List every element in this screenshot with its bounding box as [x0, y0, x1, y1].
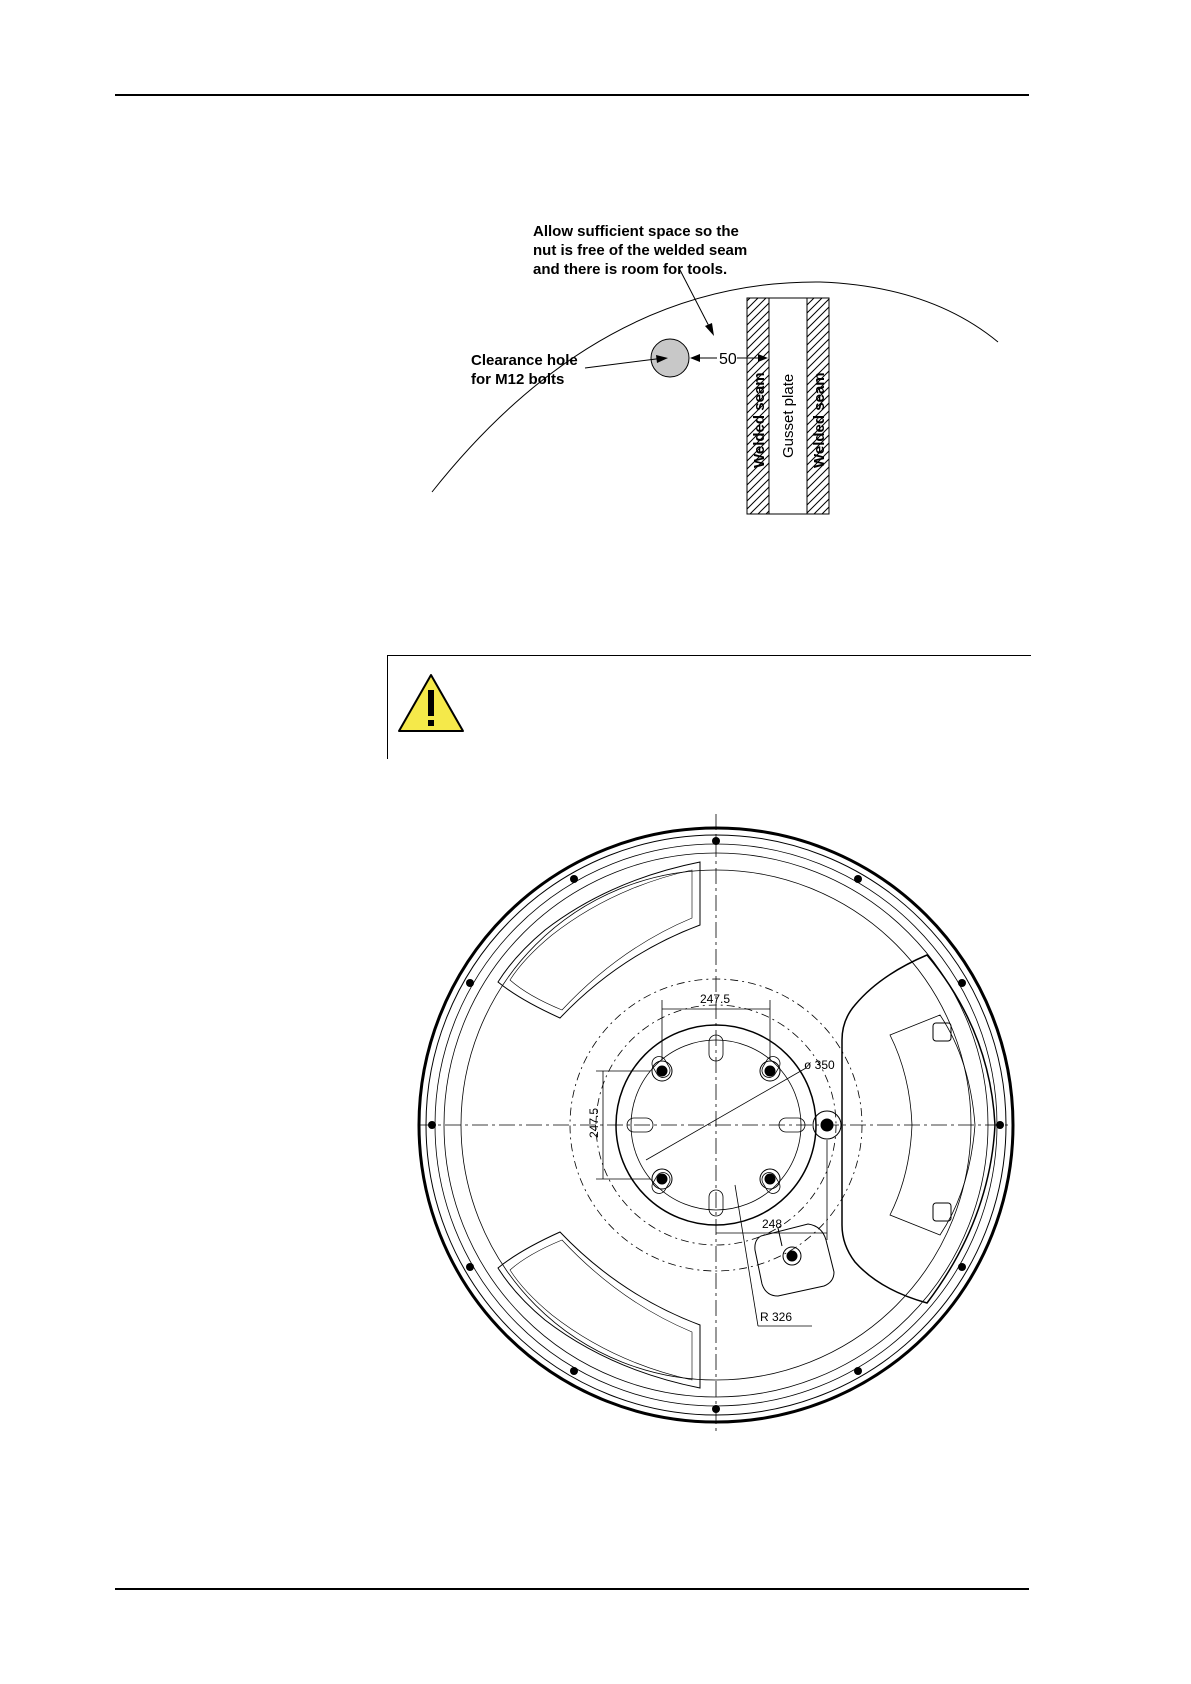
cutout-top-left-inner [510, 870, 692, 1010]
cutout-top-left [498, 862, 700, 1018]
caution-box [387, 655, 1031, 759]
cutout-bottom-left-inner [510, 1240, 692, 1380]
outer-rim [419, 828, 1013, 1422]
note-line-2: nut is free of the welded seam [533, 242, 748, 259]
rim-inner-4 [461, 870, 971, 1380]
dim-diameter-label: ø 350 [804, 1058, 835, 1072]
hole-label-line-2: for M12 bolts [471, 371, 565, 388]
right-panel-cutout [890, 1015, 975, 1235]
cutout-bottom-left [498, 1232, 700, 1388]
warning-triangle-icon [396, 672, 466, 734]
rim-inner-3 [444, 853, 988, 1397]
welded-seam-left-label: Welded seam [751, 372, 768, 468]
bracket-connector [783, 1247, 801, 1265]
dim-top-label: 247.5 [700, 992, 731, 1006]
dim-left-label: 247.5 [587, 1107, 601, 1138]
latch-top [933, 1023, 951, 1041]
hub-inner [631, 1040, 801, 1210]
leader-arrow-note [705, 323, 714, 336]
dim-radius-label: R 326 [760, 1310, 793, 1324]
dimension-50: 50 [719, 351, 737, 368]
cable-hole [813, 1111, 841, 1139]
footer-rule [115, 1588, 1029, 1590]
welded-seam-right-label: Welded seam [811, 372, 828, 468]
leader-note [680, 270, 712, 332]
bolt-circle-dashed [570, 979, 862, 1271]
dim-radius-line [735, 1185, 758, 1326]
rim-bolts [428, 837, 1004, 1413]
hub-bolts [652, 1061, 780, 1189]
hole-label-line-1: Clearance hole [471, 352, 578, 369]
rim-inner-2 [435, 844, 997, 1406]
bracket-connector-core [787, 1251, 797, 1261]
note-line-1: Allow sufficient space so the [533, 223, 739, 240]
right-service-panel [842, 955, 995, 1303]
gusset-detail-figure [0, 0, 1191, 560]
hub-slots [627, 1035, 805, 1216]
bracket-stem [778, 1228, 782, 1246]
latch-bottom [933, 1203, 951, 1221]
note-line-3: and there is room for tools. [533, 261, 728, 278]
cable-hole-core [821, 1119, 833, 1131]
gusset-plate-label: Gusset plate [780, 373, 797, 458]
inner-circle-dashed [596, 1005, 836, 1245]
hub-outer [616, 1025, 816, 1225]
dimension-arrow-left [690, 354, 700, 362]
dim-248-label: 248 [762, 1217, 783, 1231]
rim-inner-1 [426, 835, 1006, 1415]
connector-bracket [755, 1224, 834, 1296]
dim-diameter-line [646, 1068, 806, 1160]
